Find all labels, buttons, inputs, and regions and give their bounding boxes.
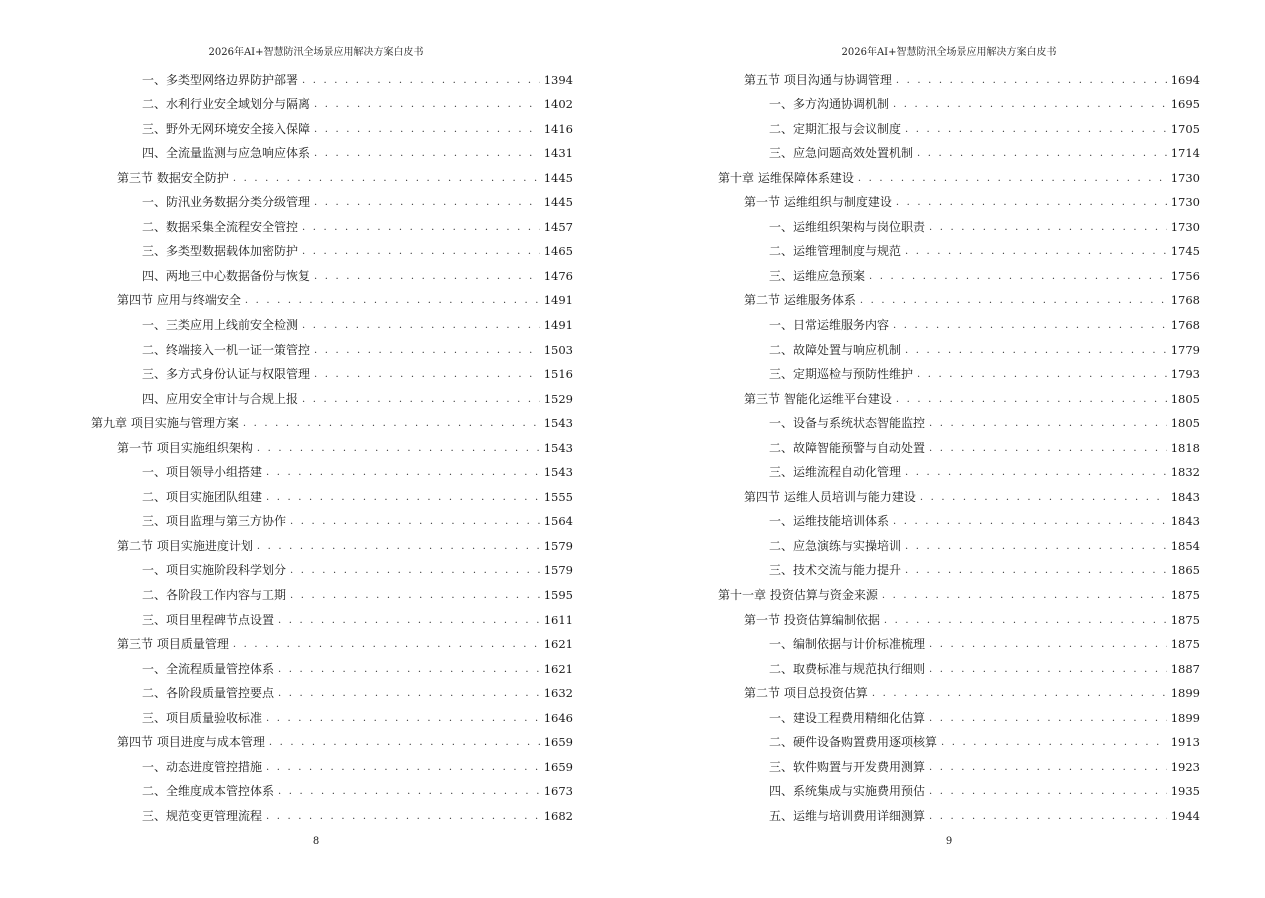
toc-entry-title: 一、三类应用上线前安全检测	[142, 318, 299, 333]
toc-entry-title: 三、项目监理与第三方协作	[142, 514, 287, 529]
toc-dot-leader	[314, 342, 540, 359]
toc-entry-title: 第五节 项目沟通与协调管理	[744, 72, 892, 87]
toc-dot-leader	[872, 685, 1167, 702]
page-number: 9	[945, 836, 953, 847]
toc-dot-leader	[266, 759, 540, 776]
toc-entry-title: 一、运维技能培训体系	[769, 514, 890, 529]
toc-entry-section[interactable]	[91, 432, 573, 457]
toc-entry-page-number: 1730	[1170, 170, 1200, 185]
toc-entry-title: 二、各阶段质量管控要点	[142, 686, 275, 701]
toc-entry-item[interactable]	[91, 604, 573, 629]
toc-entry-page-number: 1555	[543, 489, 573, 504]
toc-dot-leader	[896, 194, 1167, 211]
toc-entry-page-number: 1503	[543, 342, 573, 357]
page-left	[0, 0, 632, 898]
toc-entry-item[interactable]	[718, 702, 1200, 727]
toc-entry-section[interactable]	[718, 64, 1200, 89]
toc-entry-item[interactable]	[91, 457, 573, 482]
toc-dot-leader	[257, 440, 540, 457]
toc-entry-item[interactable]	[718, 727, 1200, 752]
toc-entry-page-number: 1887	[1170, 661, 1200, 676]
toc-entry-item[interactable]	[718, 653, 1200, 678]
toc-entry-title: 三、项目质量验收标准	[142, 710, 263, 725]
toc-entry-page-number: 1543	[543, 440, 573, 455]
toc-dot-leader	[893, 317, 1167, 334]
toc-entry-title: 第四节 项目进度与成本管理	[117, 735, 265, 750]
toc-entry-item[interactable]	[91, 334, 573, 359]
toc-entry-item[interactable]	[718, 359, 1200, 384]
toc-dot-leader	[266, 808, 540, 825]
toc-entry-page-number: 1923	[1170, 759, 1200, 774]
toc-entry-page-number: 1491	[543, 293, 573, 308]
page-right	[633, 0, 1265, 898]
toc-dot-leader	[884, 612, 1167, 629]
toc-entry-item[interactable]	[91, 64, 573, 89]
toc-entry-page-number: 1705	[1170, 121, 1200, 136]
toc-entry-item[interactable]	[718, 776, 1200, 801]
toc-entry-item[interactable]	[91, 579, 573, 604]
toc-entry-title: 第四节 应用与终端安全	[117, 293, 241, 308]
toc-dot-leader	[290, 513, 540, 530]
toc-entry-section[interactable]	[91, 629, 573, 654]
toc-entry-title: 二、各阶段工作内容与工期	[142, 588, 287, 603]
toc-entry-title: 四、两地三中心数据备份与恢复	[142, 268, 311, 283]
toc-entry-item[interactable]	[718, 751, 1200, 776]
toc-entry-item[interactable]	[91, 89, 573, 114]
toc-entry-title: 一、多类型网络边界防护部署	[142, 72, 299, 87]
toc-entry-title: 一、建设工程费用精细化估算	[769, 710, 926, 725]
toc-entry-page-number: 1543	[543, 465, 573, 480]
toc-entry-title: 二、项目实施团队组建	[142, 489, 263, 504]
toc-entry-page-number: 1875	[1170, 588, 1200, 603]
toc-entry-title: 第一节 项目实施组织架构	[117, 440, 253, 455]
toc-entry-page-number: 1944	[1170, 808, 1200, 823]
toc-entry-page-number: 1714	[1170, 146, 1200, 161]
toc-entry-title: 第四节 运维人员培训与能力建设	[744, 489, 916, 504]
toc-entry-section[interactable]	[718, 285, 1200, 310]
toc-entry-title: 第二节 项目总投资估算	[744, 686, 868, 701]
toc-entry-page-number: 1431	[543, 146, 573, 161]
toc-entry-item[interactable]	[718, 309, 1200, 334]
toc-dot-leader	[941, 734, 1167, 751]
toc-entry-page-number: 1843	[1170, 514, 1200, 529]
toc-entry-title: 二、数据采集全流程安全管控	[142, 219, 299, 234]
toc-entry-title: 三、多方式身份认证与权限管理	[142, 367, 311, 382]
table-of-contents	[718, 64, 1200, 825]
toc-entry-page-number: 1768	[1170, 318, 1200, 333]
toc-entry-item[interactable]	[91, 751, 573, 776]
toc-dot-leader	[920, 489, 1167, 506]
toc-dot-leader	[314, 268, 540, 285]
toc-entry-item[interactable]	[718, 629, 1200, 654]
toc-entry-page-number: 1805	[1170, 391, 1200, 406]
toc-dot-leader	[905, 243, 1167, 260]
toc-entry-title: 三、野外无网环境安全接入保障	[142, 121, 311, 136]
toc-dot-leader	[314, 145, 540, 162]
toc-entry-title: 一、编制依据与计价标准梳理	[769, 637, 926, 652]
toc-entry-item[interactable]	[718, 506, 1200, 531]
toc-entry-page-number: 1579	[543, 538, 573, 553]
toc-dot-leader	[893, 96, 1167, 113]
toc-entry-title: 第一节 运维组织与制度建设	[744, 195, 892, 210]
toc-entry-title: 三、运维流程自动化管理	[769, 465, 902, 480]
toc-entry-page-number: 1745	[1170, 244, 1200, 259]
toc-dot-leader	[869, 268, 1167, 285]
toc-entry-chapter[interactable]	[718, 579, 1200, 604]
toc-entry-item[interactable]	[91, 236, 573, 261]
toc-entry-page-number: 1646	[543, 710, 573, 725]
toc-entry-item[interactable]	[91, 776, 573, 801]
toc-entry-page-number: 1875	[1170, 637, 1200, 652]
page-header: 2026年AI+智慧防汛全场景应用解决方案白皮书	[208, 47, 424, 58]
toc-dot-leader	[278, 685, 540, 702]
toc-entry-title: 一、项目领导小组搭建	[142, 465, 263, 480]
toc-dot-leader	[905, 538, 1167, 555]
toc-entry-page-number: 1805	[1170, 416, 1200, 431]
toc-entry-item[interactable]	[718, 211, 1200, 236]
toc-entry-page-number: 1730	[1170, 195, 1200, 210]
toc-dot-leader	[905, 562, 1167, 579]
toc-entry-page-number: 1445	[543, 170, 573, 185]
toc-entry-title: 二、全维度成本管控体系	[142, 784, 275, 799]
toc-entry-item[interactable]	[91, 187, 573, 212]
page-header: 2026年AI+智慧防汛全场景应用解决方案白皮书	[841, 47, 1057, 58]
toc-entry-item[interactable]	[91, 211, 573, 236]
toc-entry-page-number: 1416	[543, 121, 573, 136]
toc-entry-page-number: 1632	[543, 686, 573, 701]
toc-entry-item[interactable]	[718, 800, 1200, 825]
toc-dot-leader	[929, 783, 1167, 800]
toc-dot-leader	[257, 538, 540, 555]
toc-dot-leader	[905, 464, 1167, 481]
toc-entry-title: 三、规范变更管理流程	[142, 808, 263, 823]
toc-entry-item[interactable]	[91, 506, 573, 531]
toc-entry-title: 二、硬件设备购置费用逐项核算	[769, 735, 938, 750]
toc-dot-leader	[929, 710, 1167, 727]
toc-entry-page-number: 1695	[1170, 97, 1200, 112]
toc-dot-leader	[243, 415, 540, 432]
toc-dot-leader	[302, 391, 540, 408]
toc-entry-title: 一、多方沟通协调机制	[769, 97, 890, 112]
toc-dot-leader	[905, 121, 1167, 138]
toc-entry-page-number: 1899	[1170, 710, 1200, 725]
toc-dot-leader	[314, 194, 540, 211]
toc-entry-page-number: 1730	[1170, 219, 1200, 234]
toc-entry-item[interactable]	[718, 236, 1200, 261]
toc-entry-item[interactable]	[91, 383, 573, 408]
toc-entry-page-number: 1832	[1170, 465, 1200, 480]
toc-entry-title: 二、故障智能预警与自动处置	[769, 440, 926, 455]
toc-entry-page-number: 1682	[543, 808, 573, 823]
toc-entry-title: 一、日常运维服务内容	[769, 318, 890, 333]
toc-entry-title: 二、终端接入一机一证一策管控	[142, 342, 311, 357]
toc-entry-item[interactable]	[91, 113, 573, 138]
toc-entry-page-number: 1465	[543, 244, 573, 259]
toc-entry-page-number: 1659	[543, 735, 573, 750]
toc-entry-page-number: 1491	[543, 318, 573, 333]
toc-entry-item[interactable]	[91, 138, 573, 163]
toc-entry-page-number: 1913	[1170, 735, 1200, 750]
toc-dot-leader	[882, 587, 1167, 604]
toc-entry-section[interactable]	[91, 727, 573, 752]
table-of-contents	[91, 64, 573, 825]
toc-entry-item[interactable]	[91, 555, 573, 580]
toc-dot-leader	[233, 636, 540, 653]
toc-entry-item[interactable]	[718, 432, 1200, 457]
toc-entry-title: 第十一章 投资估算与资金来源	[718, 588, 878, 603]
toc-dot-leader	[269, 734, 540, 751]
toc-dot-leader	[278, 783, 540, 800]
toc-entry-item[interactable]	[91, 481, 573, 506]
toc-entry-page-number: 1611	[543, 612, 573, 627]
toc-entry-title: 第三节 数据安全防护	[117, 170, 229, 185]
toc-dot-leader	[302, 317, 540, 334]
toc-entry-page-number: 1402	[543, 97, 573, 112]
toc-dot-leader	[929, 759, 1167, 776]
toc-entry-item[interactable]	[718, 457, 1200, 482]
toc-dot-leader	[929, 440, 1167, 457]
toc-dot-leader	[314, 96, 540, 113]
toc-entry-item[interactable]	[91, 678, 573, 703]
toc-entry-item[interactable]	[718, 530, 1200, 555]
toc-entry-chapter[interactable]	[91, 408, 573, 433]
toc-entry-item[interactable]	[718, 89, 1200, 114]
toc-dot-leader	[245, 292, 540, 309]
toc-entry-page-number: 1854	[1170, 538, 1200, 553]
toc-entry-page-number: 1875	[1170, 612, 1200, 627]
toc-dot-leader	[860, 292, 1167, 309]
toc-entry-page-number: 1516	[543, 367, 573, 382]
toc-dot-leader	[314, 121, 540, 138]
toc-entry-title: 二、水利行业安全域划分与隔离	[142, 97, 311, 112]
toc-entry-page-number: 1899	[1170, 686, 1200, 701]
toc-entry-page-number: 1564	[543, 514, 573, 529]
toc-entry-page-number: 1394	[543, 72, 573, 87]
toc-dot-leader	[929, 808, 1167, 825]
toc-entry-item[interactable]	[718, 408, 1200, 433]
toc-entry-title: 第一节 投资估算编制依据	[744, 612, 880, 627]
toc-entry-title: 一、运维组织架构与岗位职责	[769, 219, 926, 234]
toc-entry-chapter[interactable]	[718, 162, 1200, 187]
toc-entry-page-number: 1659	[543, 759, 573, 774]
toc-entry-title: 第十章 运维保障体系建设	[718, 170, 854, 185]
toc-entry-page-number: 1579	[543, 563, 573, 578]
toc-dot-leader	[917, 366, 1167, 383]
toc-entry-title: 第三节 项目质量管理	[117, 637, 229, 652]
toc-dot-leader	[290, 562, 540, 579]
toc-entry-section[interactable]	[718, 604, 1200, 629]
toc-dot-leader	[929, 219, 1167, 236]
toc-entry-title: 三、技术交流与能力提升	[769, 563, 902, 578]
toc-entry-page-number: 1818	[1170, 440, 1200, 455]
toc-entry-section[interactable]	[91, 530, 573, 555]
toc-entry-page-number: 1621	[543, 637, 573, 652]
toc-entry-item[interactable]	[718, 138, 1200, 163]
page-number: 8	[312, 836, 320, 847]
toc-entry-section[interactable]	[718, 383, 1200, 408]
toc-entry-section[interactable]	[718, 481, 1200, 506]
toc-entry-title: 二、运维管理制度与规范	[769, 244, 902, 259]
toc-entry-item[interactable]	[91, 260, 573, 285]
toc-entry-item[interactable]	[718, 555, 1200, 580]
toc-entry-page-number: 1756	[1170, 268, 1200, 283]
toc-entry-item[interactable]	[91, 359, 573, 384]
toc-entry-item[interactable]	[91, 800, 573, 825]
toc-entry-page-number: 1768	[1170, 293, 1200, 308]
toc-entry-title: 三、软件购置与开发费用测算	[769, 759, 926, 774]
toc-entry-title: 四、全流量监测与应急响应体系	[142, 146, 311, 161]
toc-entry-page-number: 1793	[1170, 367, 1200, 382]
toc-dot-leader	[893, 513, 1167, 530]
toc-entry-page-number: 1445	[543, 195, 573, 210]
toc-dot-leader	[266, 710, 540, 727]
toc-dot-leader	[896, 72, 1167, 89]
toc-entry-title: 一、防汛业务数据分类分级管理	[142, 195, 311, 210]
toc-entry-title: 一、设备与系统状态智能监控	[769, 416, 926, 431]
toc-entry-title: 一、动态进度管控措施	[142, 759, 263, 774]
toc-entry-title: 三、应急问题高效处置机制	[769, 146, 914, 161]
toc-entry-item[interactable]	[718, 260, 1200, 285]
toc-entry-title: 二、应急演练与实操培训	[769, 538, 902, 553]
toc-entry-title: 三、定期巡检与预防性维护	[769, 367, 914, 382]
toc-entry-title: 第九章 项目实施与管理方案	[91, 416, 239, 431]
toc-entry-page-number: 1621	[543, 661, 573, 676]
toc-entry-title: 三、项目里程碑节点设置	[142, 612, 275, 627]
toc-entry-page-number: 1529	[543, 391, 573, 406]
toc-entry-title: 二、取费标准与规范执行细则	[769, 661, 926, 676]
toc-entry-page-number: 1694	[1170, 72, 1200, 87]
toc-entry-page-number: 1476	[543, 268, 573, 283]
toc-dot-leader	[302, 243, 540, 260]
toc-entry-title: 四、应用安全审计与合规上报	[142, 391, 299, 406]
toc-dot-leader	[278, 612, 540, 629]
toc-entry-page-number: 1935	[1170, 784, 1200, 799]
toc-entry-page-number: 1543	[543, 416, 573, 431]
toc-entry-title: 五、运维与培训费用详细测算	[769, 808, 926, 823]
toc-dot-leader	[929, 415, 1167, 432]
toc-entry-page-number: 1779	[1170, 342, 1200, 357]
toc-dot-leader	[266, 464, 540, 481]
toc-dot-leader	[929, 661, 1167, 678]
toc-entry-title: 三、运维应急预案	[769, 268, 866, 283]
toc-entry-title: 一、全流程质量管控体系	[142, 661, 275, 676]
toc-dot-leader	[929, 636, 1167, 653]
toc-entry-item[interactable]	[91, 309, 573, 334]
toc-entry-section[interactable]	[91, 285, 573, 310]
toc-entry-title: 三、多类型数据载体加密防护	[142, 244, 299, 259]
toc-entry-page-number: 1865	[1170, 563, 1200, 578]
toc-entry-section[interactable]	[718, 187, 1200, 212]
toc-dot-leader	[858, 170, 1167, 187]
toc-dot-leader	[917, 145, 1167, 162]
toc-entry-title: 第二节 运维服务体系	[744, 293, 856, 308]
toc-entry-item[interactable]	[91, 702, 573, 727]
toc-dot-leader	[266, 489, 540, 506]
toc-dot-leader	[896, 391, 1167, 408]
toc-entry-page-number: 1457	[543, 219, 573, 234]
toc-dot-leader	[302, 72, 540, 89]
toc-entry-item[interactable]	[718, 334, 1200, 359]
toc-entry-page-number: 1673	[543, 784, 573, 799]
toc-entry-title: 一、项目实施阶段科学划分	[142, 563, 287, 578]
toc-entry-section[interactable]	[91, 162, 573, 187]
toc-dot-leader	[302, 219, 540, 236]
toc-entry-page-number: 1843	[1170, 489, 1200, 504]
toc-entry-title: 二、定期汇报与会议制度	[769, 121, 902, 136]
toc-dot-leader	[905, 342, 1167, 359]
toc-entry-title: 四、系统集成与实施费用预估	[769, 784, 926, 799]
toc-entry-title: 第三节 智能化运维平台建设	[744, 391, 892, 406]
toc-dot-leader	[233, 170, 540, 187]
toc-dot-leader	[314, 366, 540, 383]
toc-entry-title: 二、故障处置与响应机制	[769, 342, 902, 357]
toc-dot-leader	[278, 661, 540, 678]
toc-entry-title: 第二节 项目实施进度计划	[117, 538, 253, 553]
toc-entry-item[interactable]	[718, 113, 1200, 138]
toc-dot-leader	[290, 587, 540, 604]
toc-entry-item[interactable]	[91, 653, 573, 678]
toc-entry-section[interactable]	[718, 678, 1200, 703]
toc-entry-page-number: 1595	[543, 588, 573, 603]
